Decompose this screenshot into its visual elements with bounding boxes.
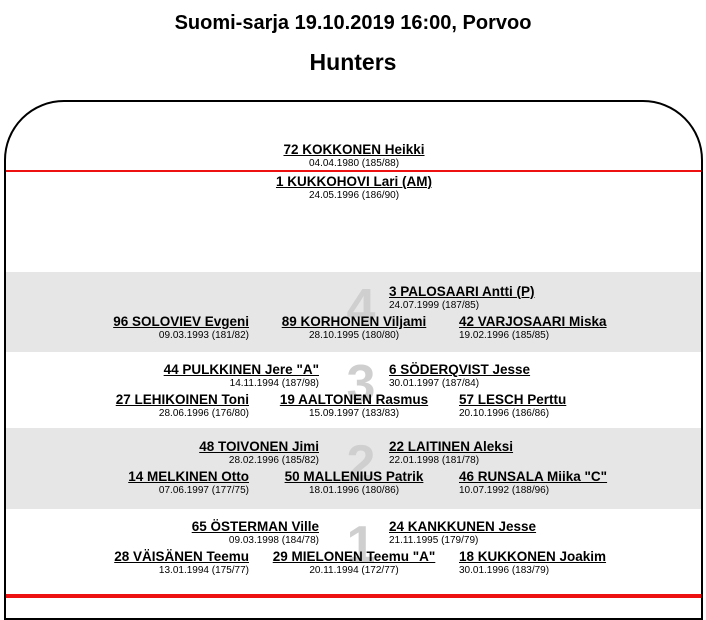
rink (4, 100, 703, 620)
player-info: 19.02.1996 (185/85) (459, 330, 550, 341)
goal-line (6, 170, 701, 172)
player-name[interactable]: 6 SÖDERQVIST Jesse (389, 362, 531, 377)
team-name: Hunters (309, 49, 397, 75)
player-name[interactable]: 27 LEHIKOINEN Toni (115, 392, 249, 407)
line-2-left-wing[interactable] (66, 469, 249, 497)
player-name[interactable]: 24 KANKKUNEN Jesse (389, 519, 537, 534)
player-info: 09.03.1998 (184/78) (228, 535, 319, 546)
player-name[interactable]: 1 KUKKOHOVI Lari (AM) (275, 174, 432, 189)
player-info: 24.05.1996 (186/90) (308, 190, 400, 201)
line-2-right-wing[interactable] (459, 469, 607, 497)
player-name[interactable]: 89 KORHONEN Viljami (281, 314, 427, 329)
line-3-left-wing[interactable] (66, 392, 249, 420)
line-2-band (6, 428, 701, 509)
player-name[interactable]: 96 SOLOVIEV Evgeni (113, 314, 249, 329)
player-name[interactable]: 14 MELKINEN Otto (128, 469, 249, 484)
line-number: 3 (346, 355, 376, 413)
line-3-defense-right[interactable] (389, 362, 530, 390)
player-info: 30.01.1997 (187/84) (389, 378, 480, 389)
player-info: 21.11.1995 (179/79) (389, 535, 479, 546)
player-info: 24.07.1999 (187/85) (389, 300, 480, 311)
player-name[interactable]: 42 VARJOSAARI Miska (459, 314, 607, 329)
player-info: 18.01.1996 (180/86) (308, 485, 400, 496)
line-number: 1 (346, 516, 376, 574)
player-info: 10.07.1992 (188/96) (459, 485, 550, 496)
line-1-right-wing[interactable] (459, 549, 606, 577)
player-info: 28.06.1996 (176/80) (158, 408, 249, 419)
player-name[interactable]: 3 PALOSAARI Antti (P) (389, 284, 535, 299)
line-4-center[interactable] (254, 314, 454, 342)
player-info: 14.11.1994 (187/98) (229, 378, 319, 389)
player-name[interactable]: 72 KOKKONEN Heikki (283, 142, 425, 157)
player-info: 20.10.1996 (186/86) (459, 408, 550, 419)
line-1-defense-right[interactable] (389, 519, 536, 547)
line-number: 4 (346, 279, 376, 337)
line-2-defense-right[interactable] (389, 439, 513, 467)
player-name[interactable]: 46 RUNSALA Miika "C" (459, 469, 608, 484)
player-info: 13.01.1994 (175/77) (158, 565, 249, 576)
player-name[interactable]: 50 MALLENIUS Patrik (284, 469, 424, 484)
player-name[interactable]: 29 MIELONEN Teemu "A" (272, 549, 436, 564)
line-number: 2 (346, 435, 376, 493)
line-2-defense-left[interactable] (136, 439, 319, 467)
player-name[interactable]: 19 AALTONEN Rasmus (279, 392, 429, 407)
player-info: 09.03.1993 (181/82) (158, 330, 249, 341)
player-name[interactable]: 48 TOIVONEN Jimi (199, 439, 319, 454)
line-3-defense-left[interactable] (136, 362, 319, 390)
player-info: 22.01.1998 (181/78) (389, 455, 480, 466)
line-1-defense-left[interactable] (136, 519, 319, 547)
player-info: 07.06.1997 (177/75) (158, 485, 249, 496)
blue-line-bottom (6, 594, 701, 598)
game-title: Suomi-sarja 19.10.2019 16:00, Porvoo (174, 12, 532, 34)
player-info: 15.09.1997 (183/83) (308, 408, 400, 419)
line-1-left-wing[interactable] (66, 549, 249, 577)
line-2-center[interactable] (254, 469, 454, 497)
player-name[interactable]: 57 LESCH Perttu (459, 392, 567, 407)
line-4-defense-right[interactable] (389, 284, 535, 312)
player-info: 28.10.1995 (180/80) (308, 330, 400, 341)
goalie-backup[interactable] (254, 174, 454, 202)
line-4-band (6, 272, 701, 352)
goalie-starter[interactable] (254, 142, 454, 170)
player-info: 20.11.1994 (172/77) (309, 565, 399, 576)
player-name[interactable]: 18 KUKKONEN Joakim (459, 549, 607, 564)
line-1-band (6, 509, 701, 593)
player-info: 28.02.1996 (185/82) (228, 455, 319, 466)
line-4-right-wing[interactable] (459, 314, 607, 342)
player-info: 30.01.1996 (183/79) (459, 565, 550, 576)
player-name[interactable]: 65 ÖSTERMAN Ville (191, 519, 319, 534)
player-name[interactable]: 22 LAITINEN Aleksi (389, 439, 514, 454)
line-3-band (6, 352, 701, 430)
player-info: 04.04.1980 (185/88) (308, 158, 400, 169)
line-4-left-wing[interactable] (66, 314, 249, 342)
player-name[interactable]: 44 PULKKINEN Jere "A" (163, 362, 319, 377)
line-3-center[interactable] (254, 392, 454, 420)
line-3-right-wing[interactable] (459, 392, 566, 420)
player-name[interactable]: 28 VÄISÄNEN Teemu (114, 549, 249, 564)
line-1-center[interactable] (254, 549, 454, 577)
